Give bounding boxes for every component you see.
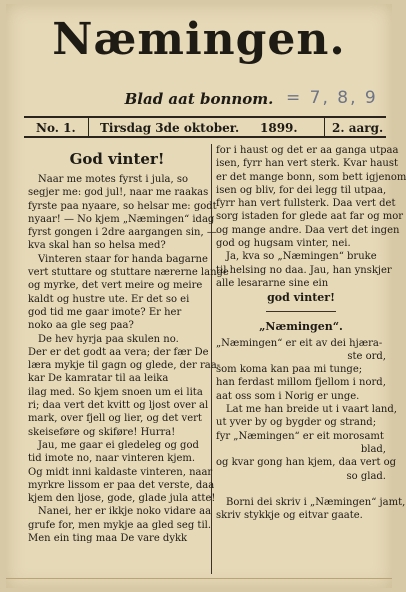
issue-year: 1899. <box>260 121 298 135</box>
masthead-title: Næmingen. <box>52 14 346 65</box>
text-line: og mange andre. Daa vert det ingen <box>216 224 400 236</box>
text-line: fyrste paa nyaare, so helsar me: godt <box>28 200 217 212</box>
text-line: og myrke, det vert meire og meire <box>28 280 203 292</box>
text-line: Vinteren staar for handa bagarne <box>38 253 208 265</box>
text-line: Nanei, her er ikkje noko vidare aa <box>38 506 212 518</box>
text-line: fyrr han vert fullsterk. Daa vert det <box>216 198 396 210</box>
right-column <box>216 144 406 522</box>
text-line: er det mange bonn, som bett igjenom <box>216 171 406 183</box>
text-line: noko aa gle seg paa? <box>28 320 134 332</box>
text-line: god og hugsam vinter, nei. <box>216 238 351 250</box>
text-line: fyr „Næmingen“ er eit morosamt <box>216 430 384 442</box>
text-line: læra mykje til gagn og glede, der raa- <box>28 360 221 372</box>
text-line: alle lesararne sine ein <box>216 277 329 289</box>
text-line: isen og bliv, for dei legg til utpaa, <box>216 184 387 196</box>
text-line: sorg istaden for glede aat far og mor <box>216 211 404 223</box>
text-line: skriv stykkje og eitvar gaate. <box>216 510 363 522</box>
text-line: kva skal han so helsa med? <box>28 240 166 252</box>
issue-number: No. 1. <box>36 121 76 135</box>
issue-date: Tirsdag 3de oktober. <box>100 121 240 135</box>
pencil-annotation: = 7, 8, 9 <box>286 88 378 108</box>
text-line: Jau, me gaar ei gledeleg og god <box>38 439 199 451</box>
text-line: ste ord, <box>347 350 386 362</box>
article-title: God vinter! <box>69 150 165 168</box>
text-line: ilag med. So kjem snoen um ei lita <box>28 386 203 398</box>
issue-info-bar <box>24 116 386 138</box>
closing-paragraph <box>216 496 406 523</box>
text-line: vert stuttare og stuttare nærerne lange <box>28 267 229 279</box>
text-line: og kvar gong han kjem, daa vert og <box>216 457 397 469</box>
text-line: Og midt inni kaldaste vinteren, naar <box>28 466 213 478</box>
text-line: so glad. <box>346 470 386 482</box>
text-line: for i haust og det er aa ganga utpaa <box>216 145 399 156</box>
left-column <box>28 150 229 545</box>
text-line: isen, fyrr han vert sterk. Kvar haust <box>216 158 399 170</box>
text-line: han ferdast millom fjellom i nord, <box>216 377 386 389</box>
text-line: Naar me motes fyrst i jula, so <box>38 174 189 185</box>
info-separator <box>324 118 325 136</box>
section-divider <box>266 311 336 312</box>
text-line: aat oss som i Norig er unge. <box>216 390 360 402</box>
poem-title: „Næmingen“. <box>259 319 343 333</box>
text-line: Ja, kva so „Næmingen“ bruke <box>226 251 377 263</box>
text-line: myrkre lissom er paa det verste, daa <box>28 479 215 491</box>
text-line: Lat me han breide ut i vaart land, <box>226 404 397 416</box>
text-line: grufe for, men mykje aa gled seg til. <box>28 519 212 531</box>
text-line: god tid me gaar imote? Er her <box>28 306 182 318</box>
text-line: De hev hyrja paa skulen no. <box>38 333 179 345</box>
text-line: nyaar! — No kjem „Næmingen“ idag <box>28 213 215 225</box>
article-body <box>28 173 229 545</box>
poem-body <box>216 337 397 483</box>
spacer <box>216 483 386 496</box>
text-line: segjer me: god jul!, naar me raakas <box>28 187 209 199</box>
text-line: som koma kan paa mi tunge; <box>216 364 363 376</box>
page-edge <box>6 578 392 581</box>
text-line: skeiseføre og skiføre! Hurra! <box>28 426 176 438</box>
text-line: „Næmingen“ er eit av dei hjæra- <box>216 337 383 349</box>
text-line: Men ein ting maa De vare dykk <box>28 533 188 545</box>
text-line: kaldt og hustre ute. Er det so ei <box>28 293 190 305</box>
masthead-subtitle: Blad aat bonnom. <box>124 90 274 108</box>
greeting-line: god vinter! <box>267 291 335 305</box>
text-line: ut yver by og bygder og strand; <box>216 417 377 429</box>
text-line: kjem den ljose, gode, glade jula atte! <box>28 493 216 505</box>
text-line: Borni dei skriv i „Næmingen“ jamt, <box>226 496 406 508</box>
text-line: tid imote no, naar vinteren kjem. <box>28 453 196 465</box>
text-line: Der er det godt aa vera; der fær De <box>28 346 209 358</box>
text-line: fyrst gongen i 2dre aargangen sin, — <box>28 227 217 239</box>
text-line: kar De kamratar til aa leika <box>28 373 169 385</box>
text-line: ri; daa vert det kvitt og ljost over al <box>28 400 209 412</box>
info-separator <box>88 118 89 136</box>
article-continuation <box>216 144 406 290</box>
text-line: mark, over fjell og lier, og det vert <box>28 413 202 425</box>
text-line: til helsing no daa. Jau, han ynskjer <box>216 264 392 276</box>
volume-number: 2. aarg. <box>332 121 384 135</box>
newspaper-page <box>6 4 406 588</box>
text-line: blad, <box>360 443 386 455</box>
